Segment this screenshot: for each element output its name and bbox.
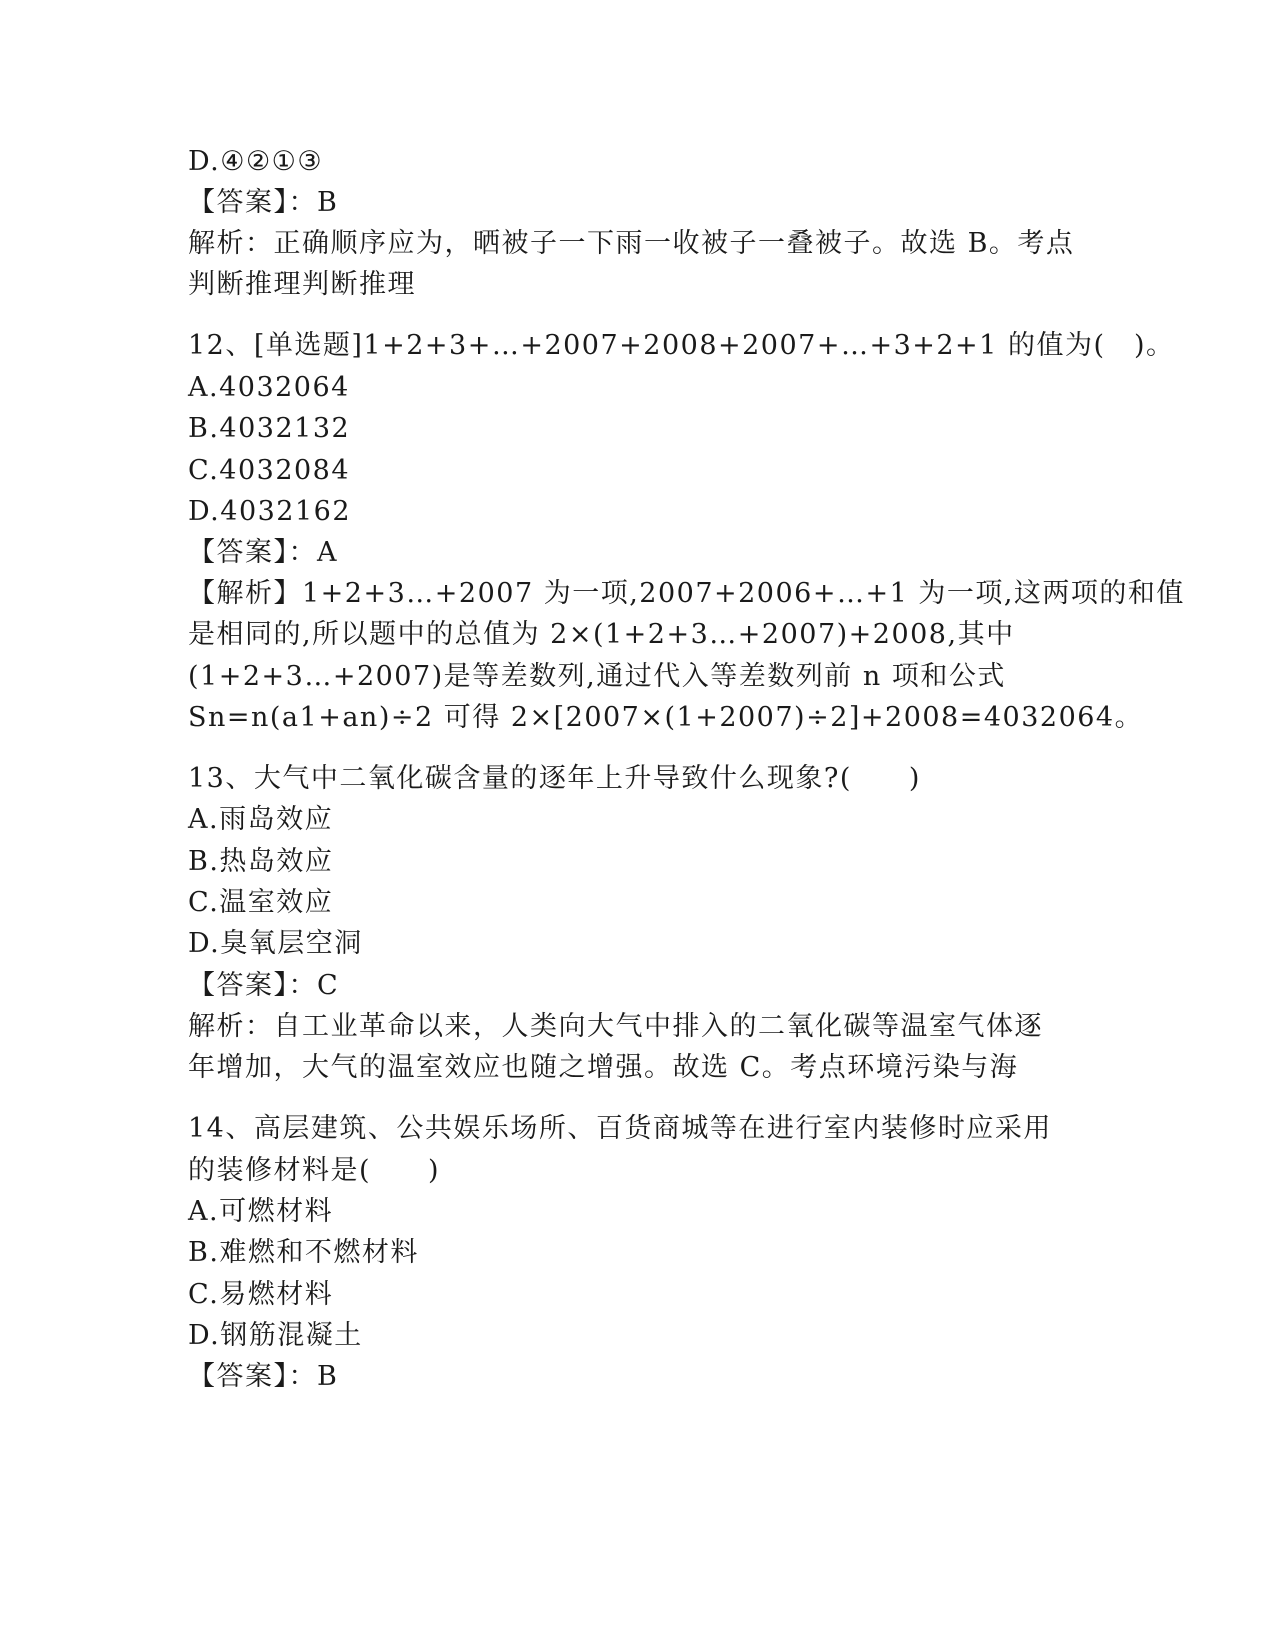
q11-explanation-line: 解析：正确顺序应为，晒被子一下雨一收被子一叠被子。故选 B。考点 [188, 228, 1075, 259]
q11-answer: 【答案】：B [188, 187, 339, 218]
q13-option-b: B.热岛效应 [188, 846, 334, 877]
q12-option-c: C.4032084 [188, 455, 351, 486]
q11-option-d: D.④②①③ [188, 146, 324, 177]
q12-explanation-line: (1+2+3…+2007)是等差数列,通过代入等差数列前 n 项和公式 [188, 661, 1006, 692]
q12-answer: 【答案】：A [188, 537, 338, 568]
q13-stem: 13、大气中二氧化碳含量的逐年上升导致什么现象?( ) [188, 763, 921, 794]
q13-option-c: C.温室效应 [188, 887, 334, 918]
q12-stem: 12、[单选题]1+2+3+…+2007+2008+2007+…+3+2+1 的值为( )。 [188, 330, 1175, 361]
q14-option-d: D.钢筋混凝土 [188, 1320, 363, 1351]
q12-option-d: D.4032162 [188, 496, 352, 527]
q14-option-c: C.易燃材料 [188, 1279, 334, 1310]
q13-explanation-line: 解析：自工业革命以来，人类向大气中排入的二氧化碳等温室气体逐 [188, 1011, 1043, 1042]
q14-stem-line: 14、高层建筑、公共娱乐场所、百货商城等在进行室内装修时应采用 [188, 1113, 1052, 1144]
q14-option-b: B.难燃和不燃材料 [188, 1237, 419, 1268]
q12-explanation-line: Sn=n(a1+an)÷2 可得 2×[2007×(1+2007)÷2]+2008=4032064。 [188, 702, 1144, 733]
q13-option-d: D.臭氧层空洞 [188, 928, 363, 959]
q13-explanation-line: 年增加，大气的温室效应也随之增强。故选 C。考点环境污染与海 [188, 1052, 1019, 1083]
q12-explanation-line: 是相同的,所以题中的总值为 2×(1+2+3…+2007)+2008,其中 [188, 619, 1015, 650]
q12-option-b: B.4032132 [188, 413, 351, 444]
q13-option-a: A.雨岛效应 [188, 804, 334, 835]
q14-answer: 【答案】：B [188, 1361, 339, 1392]
q12-option-a: A.4032064 [188, 372, 350, 403]
q11-explanation-line: 判断推理判断推理 [188, 269, 416, 300]
q14-stem-line: 的装修材料是( ) [188, 1155, 441, 1186]
q13-answer: 【答案】：C [188, 970, 340, 1001]
q14-option-a: A.可燃材料 [188, 1196, 334, 1227]
q12-explanation-line: 【解析】1+2+3…+2007 为一项,2007+2006+…+1 为一项,这两项的和值 [188, 578, 1185, 609]
